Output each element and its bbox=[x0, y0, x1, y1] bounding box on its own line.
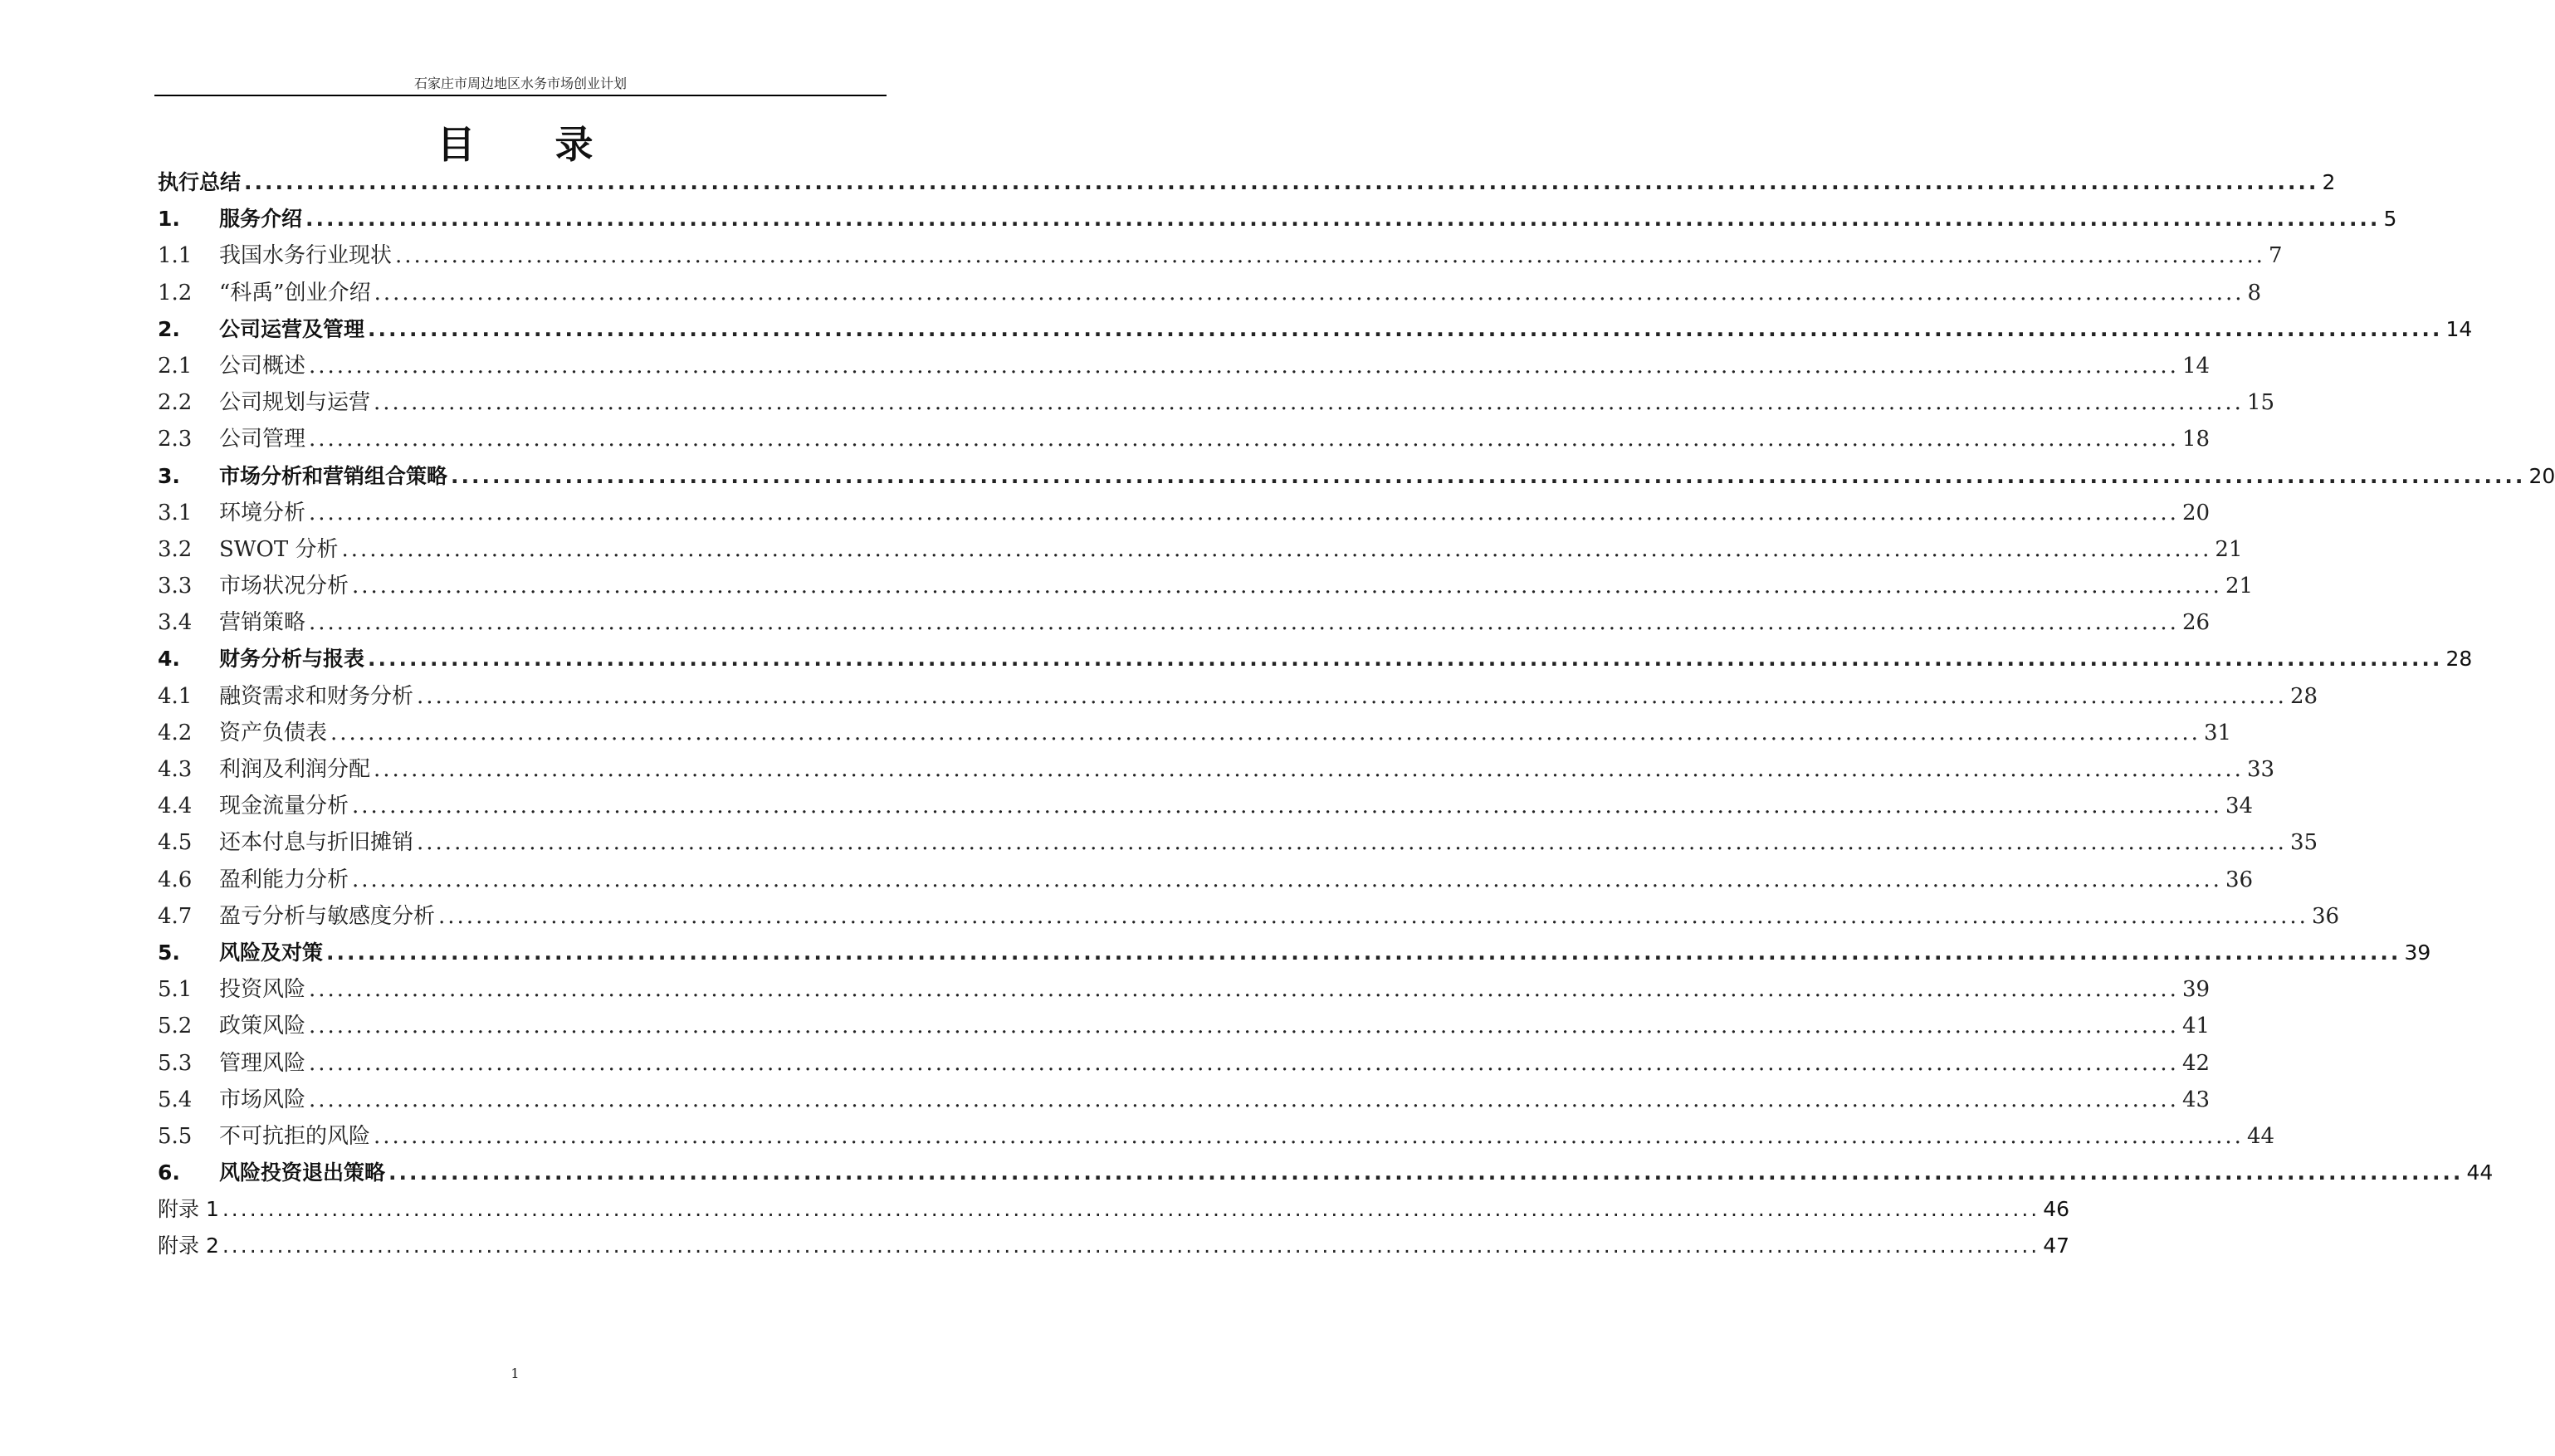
toc-entry-page: 36 bbox=[2225, 867, 2254, 892]
toc-entry-label: 财务分析与报表 bbox=[219, 647, 365, 672]
toc-entry-number: 3.4 bbox=[158, 610, 193, 636]
toc-entry[interactable] bbox=[158, 751, 2275, 788]
toc-leader-dots: ........................................................................................................................................................................................................ bbox=[374, 1123, 2244, 1149]
toc-leader-dots: ........................................................................................................................................................................................................ bbox=[352, 574, 2222, 599]
toc-entry[interactable] bbox=[158, 384, 2275, 421]
toc-entry[interactable] bbox=[158, 164, 2336, 201]
toc-entry-page: 43 bbox=[2181, 1087, 2211, 1112]
toc-entry-label: “科禹”创业介绍 bbox=[219, 280, 371, 305]
toc-leader-dots: ........................................................................................................................................................................................................ bbox=[309, 427, 2179, 452]
toc-entry[interactable] bbox=[158, 237, 2283, 274]
toc-entry-label: 不可抗拒的风险 bbox=[219, 1123, 371, 1149]
toc-leader-dots: ........................................................................................................................................................................................................ bbox=[326, 940, 2401, 965]
toc-entry-number: 5.4 bbox=[158, 1087, 193, 1112]
toc-entry[interactable] bbox=[158, 824, 2318, 861]
toc-entry-label: 附录 1 bbox=[158, 1197, 219, 1222]
toc-entry-number: 3.2 bbox=[158, 536, 193, 562]
toc-entry-label: 市场分析和营销组合策略 bbox=[219, 463, 448, 488]
toc-entry-label: 盈利能力分析 bbox=[219, 867, 349, 892]
toc-entry[interactable] bbox=[158, 604, 2211, 641]
toc-entry-number: 4.4 bbox=[158, 794, 193, 819]
toc-entry-page: 15 bbox=[2246, 390, 2275, 416]
toc-leader-dots: ........................................................................................................................................................................................................ bbox=[222, 1234, 2040, 1258]
toc-entry-label: 利润及利润分配 bbox=[219, 757, 371, 782]
toc-leader-dots: ........................................................................................................................................................................................................ bbox=[368, 647, 2443, 672]
toc-leader-dots: ........................................................................................................................................................................................................ bbox=[451, 463, 2526, 488]
toc-entry-page: 18 bbox=[2181, 427, 2211, 452]
toc-entry-page: 21 bbox=[2215, 536, 2243, 562]
toc-entry-page: 8 bbox=[2247, 280, 2262, 305]
toc-entry-page: 46 bbox=[2043, 1197, 2070, 1222]
toc-entry-label: 还本付息与折旧摊销 bbox=[219, 830, 414, 856]
toc-entry-number: 3.3 bbox=[158, 574, 193, 599]
toc-entry-page: 7 bbox=[2268, 243, 2283, 269]
toc-entry-label: 投资风险 bbox=[219, 977, 306, 1003]
toc-entry-label: 风险及对策 bbox=[219, 940, 324, 965]
toc-entry-number: 5.1 bbox=[158, 977, 193, 1003]
toc-entry-page: 41 bbox=[2181, 1014, 2211, 1039]
toc-entry-page: 33 bbox=[2246, 757, 2275, 782]
toc-entry[interactable] bbox=[158, 678, 2318, 715]
toc-entry-number: 5. bbox=[158, 940, 180, 965]
toc-entry[interactable] bbox=[158, 1008, 2211, 1044]
page-title: 目 录 bbox=[437, 122, 627, 167]
toc-entry-page: 39 bbox=[2404, 940, 2431, 965]
toc-leader-dots: ........................................................................................................................................................................................................ bbox=[309, 977, 2179, 1003]
toc-leader-dots: ........................................................................................................................................................................................................ bbox=[438, 903, 2308, 929]
toc-entry-number: 5.3 bbox=[158, 1050, 193, 1076]
toc-entry-number: 4.1 bbox=[158, 683, 193, 709]
toc-entry-number: 2.1 bbox=[158, 353, 193, 379]
toc-entry-page: 14 bbox=[2445, 316, 2473, 341]
toc-leader-dots: ........................................................................................................................................................................................................ bbox=[309, 1087, 2179, 1112]
toc-entry-number: 4.5 bbox=[158, 830, 193, 856]
toc-entry-label: 执行总结 bbox=[158, 170, 242, 194]
toc-entry-number: 1.2 bbox=[158, 280, 193, 305]
toc-entry[interactable] bbox=[158, 788, 2254, 824]
toc-entry-page: 5 bbox=[2383, 207, 2397, 232]
toc-entry-label: 营销策略 bbox=[219, 610, 306, 636]
toc-entry[interactable] bbox=[158, 495, 2211, 531]
toc-entry-label: 风险投资退出策略 bbox=[219, 1160, 386, 1185]
toc-entry-label: 公司规划与运营 bbox=[219, 390, 371, 416]
toc-entry[interactable] bbox=[158, 935, 2431, 971]
toc-entry[interactable] bbox=[158, 1118, 2275, 1155]
toc-entry-number: 1. bbox=[158, 207, 180, 232]
toc-entry-number: 4. bbox=[158, 647, 180, 672]
toc-entry-label: 公司运营及管理 bbox=[219, 316, 365, 341]
toc-leader-dots: ........................................................................................................................................................................................................ bbox=[222, 1197, 2040, 1222]
toc-leader-dots: ........................................................................................................................................................................................................ bbox=[417, 830, 2287, 856]
toc-leader-dots: ........................................................................................................................................................................................................ bbox=[395, 243, 2265, 269]
toc-entry-label: 附录 2 bbox=[158, 1234, 219, 1258]
toc-entry-page: 39 bbox=[2181, 977, 2211, 1003]
toc-entry-label: 政策风险 bbox=[219, 1014, 306, 1039]
toc-leader-dots: ........................................................................................................................................................................................................ bbox=[309, 500, 2179, 525]
toc-entry-number: 4.2 bbox=[158, 720, 193, 745]
toc-entry[interactable] bbox=[158, 458, 2555, 495]
toc-entry-label: 盈亏分析与敏感度分析 bbox=[219, 903, 436, 929]
toc-entry[interactable] bbox=[158, 348, 2211, 384]
toc-entry-label: 市场状况分析 bbox=[219, 574, 349, 599]
toc-entry-number: 1.1 bbox=[158, 243, 193, 269]
toc-entry[interactable] bbox=[158, 1191, 2070, 1228]
toc-entry-number: 6. bbox=[158, 1160, 180, 1185]
toc-leader-dots: ........................................................................................................................................................................................................ bbox=[388, 1160, 2464, 1185]
toc-entry-number: 3.1 bbox=[158, 500, 193, 525]
toc-entry-number: 2.2 bbox=[158, 390, 193, 416]
toc-entry[interactable] bbox=[158, 201, 2397, 237]
toc-entry[interactable] bbox=[158, 1045, 2211, 1082]
toc-entry[interactable] bbox=[158, 568, 2254, 604]
toc-entry-page: 44 bbox=[2466, 1160, 2494, 1185]
toc-entry-page: 28 bbox=[2289, 683, 2318, 709]
running-header: 石家庄市周边地区水务市场创业计划 bbox=[413, 76, 627, 91]
toc-entry-page: 28 bbox=[2445, 647, 2473, 672]
toc-leader-dots: ........................................................................................................................................................................................................ bbox=[374, 280, 2245, 305]
toc-entry-number: 4.6 bbox=[158, 867, 193, 892]
toc-entry[interactable] bbox=[158, 421, 2211, 457]
toc-entry-page: 36 bbox=[2311, 903, 2340, 929]
toc-entry[interactable] bbox=[158, 862, 2254, 898]
toc-leader-dots: ........................................................................................................................................................................................................ bbox=[374, 757, 2244, 782]
toc-leader-dots: ........................................................................................................................................................................................................ bbox=[330, 720, 2201, 745]
toc-entry[interactable] bbox=[158, 971, 2211, 1008]
toc-entry-page: 21 bbox=[2225, 574, 2254, 599]
toc-entry[interactable] bbox=[158, 311, 2473, 348]
toc-leader-dots: ........................................................................................................................................................................................................ bbox=[341, 536, 2212, 562]
toc-entry[interactable] bbox=[158, 898, 2340, 935]
toc-entry-page: 26 bbox=[2181, 610, 2211, 636]
toc-entry-number: 5.2 bbox=[158, 1014, 193, 1039]
toc-entry-page: 20 bbox=[2181, 500, 2211, 525]
toc-entry-page: 31 bbox=[2203, 720, 2232, 745]
toc-entry-page: 47 bbox=[2043, 1234, 2070, 1258]
toc-entry-number: 3. bbox=[158, 463, 180, 488]
toc-leader-dots: ........................................................................................................................................................................................................ bbox=[374, 390, 2244, 416]
page-number: 1 bbox=[511, 1366, 520, 1381]
header-rule bbox=[154, 95, 887, 96]
table-of-contents bbox=[158, 164, 2555, 1265]
toc-leader-dots: ........................................................................................................................................................................................................ bbox=[244, 170, 2319, 194]
toc-entry[interactable] bbox=[158, 1155, 2494, 1191]
toc-entry-label: 我国水务行业现状 bbox=[219, 243, 393, 269]
toc-leader-dots: ........................................................................................................................................................................................................ bbox=[309, 1050, 2179, 1076]
toc-entry-number: 4.3 bbox=[158, 757, 193, 782]
toc-entry-label: 融资需求和财务分析 bbox=[219, 683, 414, 709]
toc-leader-dots: ........................................................................................................................................................................................................ bbox=[309, 610, 2179, 636]
toc-leader-dots: ........................................................................................................................................................................................................ bbox=[368, 316, 2443, 341]
toc-entry-page: 14 bbox=[2181, 353, 2211, 379]
toc-entry-label: 环境分析 bbox=[219, 500, 306, 525]
toc-leader-dots: ........................................................................................................................................................................................................ bbox=[309, 353, 2179, 379]
toc-entry-page: 20 bbox=[2528, 463, 2555, 488]
toc-entry-label: 公司管理 bbox=[219, 427, 306, 452]
toc-entry-page: 35 bbox=[2289, 830, 2318, 856]
toc-entry-label: 管理风险 bbox=[219, 1050, 306, 1076]
toc-leader-dots: ........................................................................................................................................................................................................ bbox=[305, 207, 2381, 232]
toc-entry-page: 2 bbox=[2322, 170, 2336, 194]
toc-entry-label: 资产负债表 bbox=[219, 720, 328, 745]
toc-entry-page: 34 bbox=[2225, 794, 2254, 819]
toc-entry[interactable] bbox=[158, 715, 2232, 751]
toc-entry-page: 42 bbox=[2181, 1050, 2211, 1076]
toc-leader-dots: ........................................................................................................................................................................................................ bbox=[309, 1014, 2179, 1039]
toc-entry-label: 市场风险 bbox=[219, 1087, 306, 1112]
toc-entry-label: 现金流量分析 bbox=[219, 794, 349, 819]
toc-entry[interactable] bbox=[158, 1228, 2070, 1264]
toc-leader-dots: ........................................................................................................................................................................................................ bbox=[352, 794, 2222, 819]
toc-entry-number: 2.3 bbox=[158, 427, 193, 452]
toc-entry[interactable] bbox=[158, 1082, 2211, 1118]
toc-entry-number: 4.7 bbox=[158, 903, 193, 929]
toc-entry-page: 44 bbox=[2246, 1123, 2275, 1149]
toc-leader-dots: ........................................................................................................................................................................................................ bbox=[417, 683, 2287, 709]
toc-entry[interactable] bbox=[158, 275, 2262, 311]
toc-leader-dots: ........................................................................................................................................................................................................ bbox=[352, 867, 2222, 892]
toc-entry-label: SWOT 分析 bbox=[219, 536, 339, 562]
toc-entry-number: 5.5 bbox=[158, 1123, 193, 1149]
toc-entry-label: 公司概述 bbox=[219, 353, 306, 379]
toc-entry[interactable] bbox=[158, 531, 2243, 568]
toc-entry-label: 服务介绍 bbox=[219, 207, 303, 232]
toc-entry-number: 2. bbox=[158, 316, 180, 341]
toc-entry[interactable] bbox=[158, 641, 2473, 677]
